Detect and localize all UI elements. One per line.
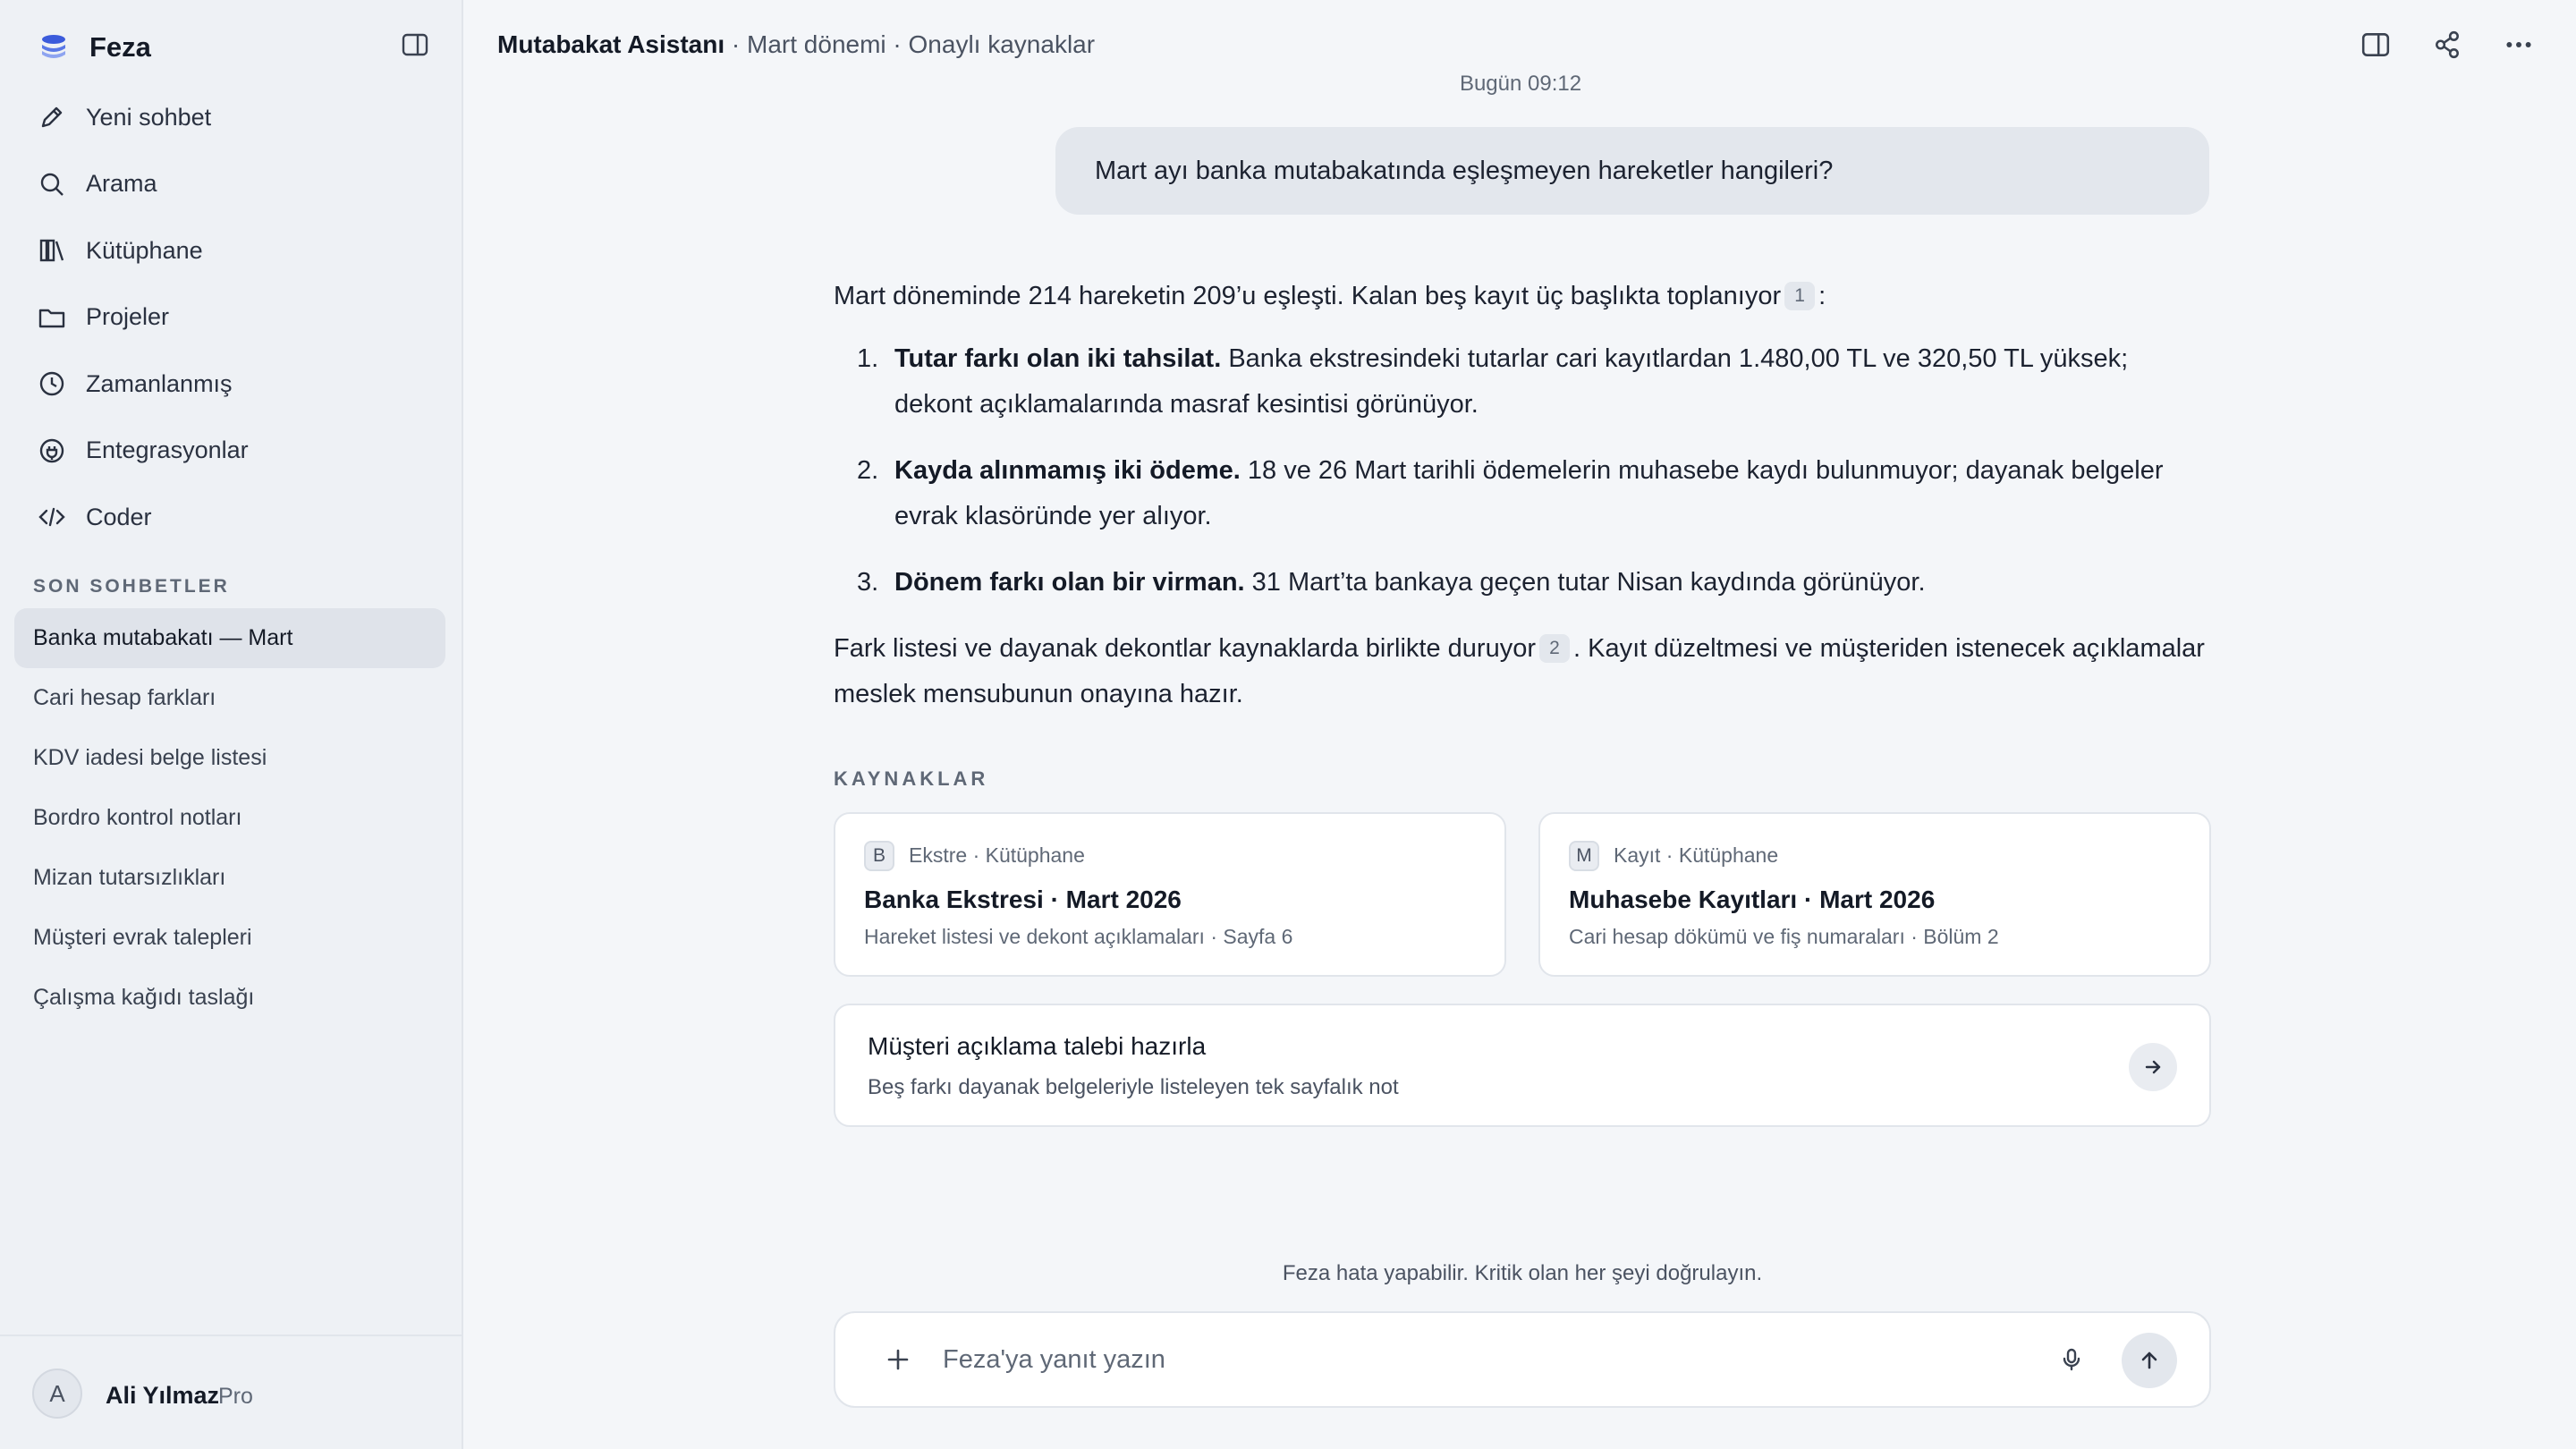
nav-scheduled[interactable] <box>14 351 449 418</box>
recent-chat-item[interactable]: Bordro kontrol notları <box>33 805 242 830</box>
source-card[interactable] <box>834 812 1506 977</box>
recent-chat-item[interactable]: Cari hesap farkları <box>33 685 216 710</box>
app-name: Feza <box>89 31 151 63</box>
folder-icon <box>38 303 66 332</box>
nav-projects[interactable] <box>14 284 449 352</box>
answer-intro-text: Mart döneminde 214 hareketin 209’u eşleşti. Kalan beş kayıt üç başlıkta toplanıyor <box>834 282 1782 310</box>
list-item-text: 31 Mart’ta bankaya geçen tutar Nisan kaydında görünüyor. <box>1244 568 1926 597</box>
source-description: Hareket listesi ve dekont açıklamaları · Sayfa 6 <box>864 925 1293 948</box>
share-button[interactable] <box>2429 27 2465 63</box>
more-options-button[interactable] <box>2501 27 2537 63</box>
more-horizontal-icon <box>2504 30 2534 60</box>
source-badge: B <box>864 841 894 871</box>
breadcrumb <box>497 30 1095 59</box>
sidebar-toggle-icon <box>401 30 429 59</box>
source-badge: M <box>1569 841 1599 871</box>
message-timestamp: Bugün 09:12 <box>1459 72 1582 96</box>
list-item-title: Dönem farkı olan bir virman. <box>894 568 1245 597</box>
attach-button[interactable] <box>880 1342 916 1377</box>
list-number: 2. <box>857 456 879 485</box>
plus-icon <box>885 1346 911 1373</box>
list-item <box>834 336 2211 428</box>
sidebar-nav <box>14 84 449 551</box>
recent-chat-item[interactable]: Mizan tutarsızlıkları <box>33 865 226 890</box>
source-title: Muhasebe Kayıtları · Mart 2026 <box>1569 886 1936 913</box>
action-title: Müşteri açıklama talebi hazırla <box>868 1032 1207 1060</box>
avatar: A <box>32 1368 82 1419</box>
action-description: Beş farkı dayanak belgeleriyle listeleyen tek sayfalık not <box>868 1075 1399 1099</box>
nav-integrations[interactable] <box>14 418 449 485</box>
user-message-bubble: Mart ayı banka mutabakatında eşleşmeyen hareketler hangileri? <box>1055 127 2209 215</box>
collapse-sidebar-button[interactable] <box>399 29 431 61</box>
nav-label: Coder <box>86 503 152 530</box>
message-input[interactable] <box>943 1338 1971 1381</box>
user-account-menu[interactable] <box>0 1335 462 1449</box>
nav-label: Yeni sohbet <box>86 103 212 131</box>
answer-closing-text: Fark listesi ve dayanak dekontlar kaynaklarda birlikte duruyor <box>834 634 1536 663</box>
side-panel-button[interactable] <box>2358 27 2394 63</box>
recent-chat-item[interactable]: KDV iadesi belge listesi <box>33 745 267 770</box>
send-button[interactable] <box>2122 1333 2177 1388</box>
panel-icon <box>2360 30 2391 60</box>
search-icon <box>38 170 66 199</box>
list-item-title: Kayda alınmamış iki ödeme. <box>894 456 1241 485</box>
list-item-text: Banka ekstresindeki tutarlar cari kayıtlardan 1.480,00 TL ve 320,50 TL yüksek; dekont açıklamalarında masraf kesintisi görünüyor. <box>894 344 2129 419</box>
recent-chats-list <box>14 608 445 1028</box>
list-item-title: Tutar farkı olan iki tahsilat. <box>894 344 1222 373</box>
nav-coder[interactable] <box>14 484 449 551</box>
arrow-up-icon <box>2138 1349 2161 1372</box>
voice-input-button[interactable] <box>2054 1342 2089 1377</box>
nav-search[interactable] <box>14 151 449 218</box>
library-icon <box>38 236 66 265</box>
nav-new-chat[interactable] <box>14 84 449 151</box>
breadcrumb-subtitle: · Mart dönemi · Onaylı kaynaklar <box>724 30 1096 58</box>
source-meta: Kayıt · Kütüphane <box>1614 843 1779 867</box>
list-item <box>834 560 2211 606</box>
brand[interactable] <box>38 27 151 68</box>
clock-icon <box>38 369 66 398</box>
user-plan-badge: Pro <box>218 1384 253 1409</box>
citation-badge[interactable]: 1 <box>1784 282 1815 310</box>
nav-label: Arama <box>86 170 157 198</box>
list-item <box>834 448 2211 539</box>
composer <box>834 1311 2211 1408</box>
sources-heading: KAYNAKLAR <box>834 767 989 790</box>
source-card[interactable] <box>1538 812 2211 977</box>
stack-logo-icon <box>38 31 70 64</box>
recent-chat-item[interactable]: Müşteri evrak talepleri <box>33 925 252 950</box>
nav-label: Kütüphane <box>86 236 203 264</box>
nav-label: Zamanlanmış <box>86 369 233 397</box>
source-title: Banka Ekstresi · Mart 2026 <box>864 886 1182 913</box>
answer-list <box>834 336 2211 606</box>
list-number: 1. <box>857 344 879 373</box>
assistant-message <box>834 274 2211 717</box>
plug-icon <box>38 436 66 465</box>
recent-chat-item[interactable]: Çalışma kağıdı taslağı <box>33 985 255 1010</box>
pencil-icon <box>38 103 66 131</box>
list-number: 3. <box>857 568 879 597</box>
answer-closing <box>834 626 2211 717</box>
source-meta: Ekstre · Kütüphane <box>909 843 1085 867</box>
code-icon <box>38 503 66 531</box>
assistant-title: Mutabakat Asistanı <box>497 30 725 58</box>
share-icon <box>2432 30 2462 60</box>
answer-intro-end: : <box>1818 282 1826 310</box>
suggested-action-card[interactable] <box>834 1004 2211 1127</box>
nav-label: Entegrasyonlar <box>86 436 249 464</box>
nav-library[interactable] <box>14 217 449 284</box>
recent-chat-item[interactable]: Banka mutabakatı — Mart <box>14 608 445 668</box>
source-description: Cari hesap dökümü ve fiş numaraları · Bölüm 2 <box>1569 925 1999 948</box>
disclaimer-text: Feza hata yapabilir. Kritik olan her şeyi doğrulayın. <box>1282 1261 1763 1285</box>
list-item-text: 18 ve 26 Mart tarihli ödemelerin muhasebe kaydı bulunmuyor; dayanak belgeler evrak klasöründe yer alıyor. <box>894 456 2164 530</box>
citation-badge[interactable]: 2 <box>1539 634 1570 663</box>
microphone-icon <box>2058 1346 2085 1373</box>
nav-label: Projeler <box>86 303 170 331</box>
recent-chats-heading: SON SOHBETLER <box>33 576 230 597</box>
answer-intro <box>834 274 2211 319</box>
answer-closing-text-end: . Kayıt düzeltmesi ve müşteriden istenecek açıklamalar meslek mensubunun onayına hazır. <box>834 634 2205 708</box>
action-go-button[interactable] <box>2129 1043 2177 1091</box>
sidebar <box>0 0 463 1449</box>
user-name: Ali Yılmaz <box>106 1382 220 1409</box>
arrow-right-icon <box>2142 1056 2164 1078</box>
